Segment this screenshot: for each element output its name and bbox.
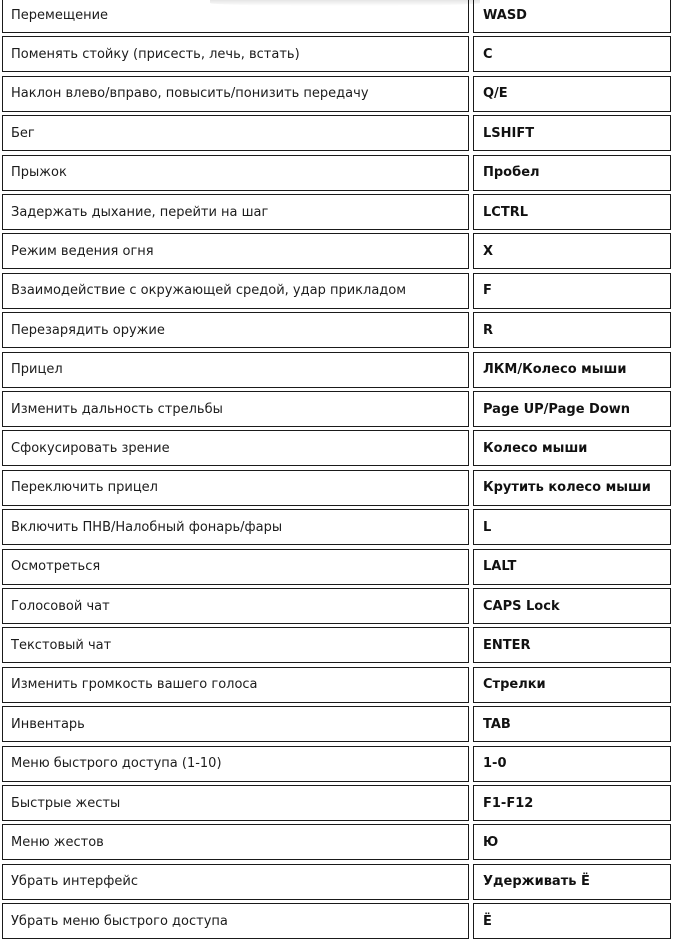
key-cell: R — [473, 312, 671, 348]
action-cell: Текстовый чат — [2, 627, 469, 663]
key-cell: Удерживать Ё — [473, 864, 671, 900]
action-cell: Голосовой чат — [2, 588, 469, 624]
action-cell: Сфокусировать зрение — [2, 430, 469, 466]
action-cell: Бег — [2, 115, 469, 151]
table-row — [2, 194, 671, 233]
key-cell: F — [473, 273, 671, 309]
table-row — [2, 312, 671, 351]
key-cell: Колесо мыши — [473, 430, 671, 466]
table-row — [2, 233, 671, 272]
action-cell: Убрать меню быстрого доступа — [2, 903, 469, 939]
table-row — [2, 667, 671, 706]
action-cell: Переключить прицел — [2, 470, 469, 506]
table-row — [2, 785, 671, 824]
table-row — [2, 864, 671, 903]
key-cell: TAB — [473, 706, 671, 742]
table-row — [2, 824, 671, 863]
action-cell: Наклон влево/вправо, повысить/понизить передачу — [2, 76, 469, 112]
key-cell: Page UP/Page Down — [473, 391, 671, 427]
key-cell: Ё — [473, 903, 671, 939]
key-cell: ENTER — [473, 627, 671, 663]
table-row — [2, 903, 671, 942]
table-row — [2, 76, 671, 115]
action-cell: Меню жестов — [2, 824, 469, 860]
key-cell: Стрелки — [473, 667, 671, 703]
key-cell: WASD — [473, 0, 671, 33]
key-cell: LCTRL — [473, 194, 671, 230]
key-cell: 1-0 — [473, 746, 671, 782]
action-cell: Прыжок — [2, 155, 469, 191]
table-row — [2, 115, 671, 154]
table-row — [2, 549, 671, 588]
action-cell: Режим ведения огня — [2, 233, 469, 269]
key-cell: CAPS Lock — [473, 588, 671, 624]
action-cell: Задержать дыхание, перейти на шаг — [2, 194, 469, 230]
table-row — [2, 273, 671, 312]
key-cell: Крутить колесо мыши — [473, 470, 671, 506]
table-row — [2, 0, 671, 36]
key-cell: Пробел — [473, 155, 671, 191]
key-cell: Ю — [473, 824, 671, 860]
table-row — [2, 627, 671, 666]
table-row — [2, 470, 671, 509]
action-cell: Взаимодействие с окружающей средой, удар прикладом — [2, 273, 469, 309]
table-row — [2, 746, 671, 785]
table-row — [2, 391, 671, 430]
key-cell: Q/E — [473, 76, 671, 112]
key-cell: C — [473, 36, 671, 72]
action-cell: Поменять стойку (присесть, лечь, встать) — [2, 36, 469, 72]
key-cell: L — [473, 509, 671, 545]
table-row — [2, 155, 671, 194]
key-cell: ЛКМ/Колесо мыши — [473, 352, 671, 388]
action-cell: Перезарядить оружие — [2, 312, 469, 348]
action-cell: Изменить дальность стрельбы — [2, 391, 469, 427]
action-cell: Осмотреться — [2, 549, 469, 585]
action-cell: Быстрые жесты — [2, 785, 469, 821]
action-cell: Инвентарь — [2, 706, 469, 742]
action-cell: Прицел — [2, 352, 469, 388]
action-cell: Включить ПНВ/Налобный фонарь/фары — [2, 509, 469, 545]
table-row — [2, 706, 671, 745]
table-row — [2, 509, 671, 548]
key-cell: LSHIFT — [473, 115, 671, 151]
action-cell: Перемещение — [2, 0, 469, 33]
action-cell: Убрать интерфейс — [2, 864, 469, 900]
table-row — [2, 588, 671, 627]
table-row — [2, 430, 671, 469]
key-cell: X — [473, 233, 671, 269]
table-row — [2, 36, 671, 75]
action-cell: Изменить громкость вашего голоса — [2, 667, 469, 703]
table-row — [2, 352, 671, 391]
key-cell: F1-F12 — [473, 785, 671, 821]
action-cell: Меню быстрого доступа (1-10) — [2, 746, 469, 782]
key-cell: LALT — [473, 549, 671, 585]
